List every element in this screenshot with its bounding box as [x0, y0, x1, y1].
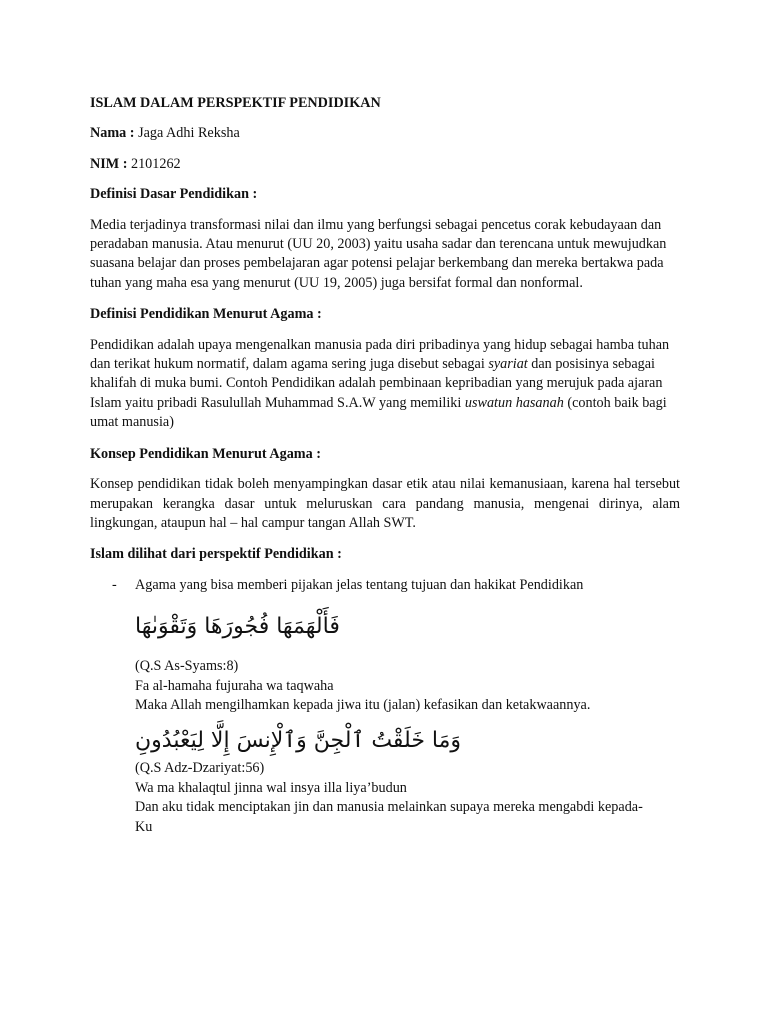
name-line — [90, 124, 680, 143]
verse-translation-adz-dzariyat-1: Dan aku tidak menciptakan jin dan manusia melainkan supaya mereka mengabdi kepada- — [135, 799, 643, 816]
nim-line — [90, 155, 680, 174]
name-value: Jaga Adhi Reksha — [134, 125, 240, 142]
section-heading-basic-definition: Definisi Dasar Pendidikan : — [90, 186, 258, 203]
name-label: Nama : — [90, 125, 135, 142]
list-item-text: Agama yang bisa memberi pijakan jelas tentang tujuan dan hakikat Pendidikan — [135, 576, 584, 593]
section-heading-religious-definition: Definisi Pendidikan Menurut Agama : — [90, 306, 322, 323]
verse-latin-adz-dzariyat: Wa ma khalaqtul jinna wal insya illa liya’budun — [135, 779, 407, 796]
section-text-religious-definition — [90, 336, 680, 433]
list-item — [90, 576, 680, 595]
section-heading-perspective: Islam dilihat dari perspektif Pendidikan : — [90, 546, 342, 563]
religious-term-uswatun: uswatun hasanah — [464, 394, 564, 411]
verse-translation-as-syams: Maka Allah mengilhamkan kepada jiwa itu (jalan) kefasikan dan ketakwaannya. — [135, 696, 591, 713]
religious-text-part-b: dan posisinya sebagai khalifah di muka bumi. Contoh Pendidikan adalah pembinaan kepribadian yang merujuk pada ajaran Islam yaitu pribadi Rasulullah Muhammad S.A.W yang memiliki — [90, 356, 663, 411]
religious-term-syariat: syariat — [488, 356, 528, 373]
verse-block-as-syams — [135, 657, 680, 715]
section-text-basic-definition: Media terjadinya transformasi nilai dan ilmu yang berfungsi sebagai pencetus corak kebudayaan dan peradaban manusia. Atau menurut (UU 20, 2003) yaitu usaha sadar dan terencana untuk mewujudkan suasana belajar dan proses pembelajaran agar potensi pelajar berkembang dan mereka bertakwa pada tuhan yang maha esa yang menurut (UU 19, 2005) juga bersifat formal dan nonformal. — [90, 216, 667, 291]
verse-block-adz-dzariyat — [135, 759, 680, 837]
nim-label: NIM : — [90, 155, 128, 172]
verse-arabic-as-syams: فَأَلْهَمَهَا فُجُورَهَا وَتَقْوَىٰهَا — [135, 614, 340, 640]
section-heading-concept: Konsep Pendidikan Menurut Agama : — [90, 445, 321, 462]
verse-reference-as-syams: (Q.S As-Syams:8) — [135, 658, 239, 675]
verse-latin-as-syams: Fa al-hamaha fujuraha wa taqwaha — [135, 677, 334, 694]
document-title: ISLAM DALAM PERSPEKTIF PENDIDIKAN — [90, 95, 381, 111]
list-dash: - — [112, 576, 117, 593]
religious-text-part-c: (contoh baik bagi umat manusia) — [90, 394, 667, 431]
section-text-concept: Konsep pendidikan tidak boleh menyampingkan dasar etik atau nilai kemanusiaan, karena hal tersebut merupakan kerangka dasar untuk meluruskan cara pandang manusia, mengenai dirinya, alam lingkungan, ataupun hal – hal campur tangan Allah SWT. — [90, 476, 680, 531]
verse-translation-adz-dzariyat-2: Ku — [135, 818, 153, 835]
verse-arabic-adz-dzariyat: وَمَا خَلَقْتُ ٱلْجِنَّ وَٱلْإِنسَ إِلَّا لِيَعْبُدُونِ — [135, 728, 462, 754]
religious-text-part-a: Pendidikan adalah upaya mengenalkan manusia pada diri pribadinya yang hidup sebagai hamba tuhan dan terikat hukum normatif, dalam agama sering juga disebut sebagai — [90, 336, 670, 373]
verse-reference-adz-dzariyat: (Q.S Adz-Dzariyat:56) — [135, 760, 265, 777]
nim-value: 2101262 — [127, 155, 181, 172]
